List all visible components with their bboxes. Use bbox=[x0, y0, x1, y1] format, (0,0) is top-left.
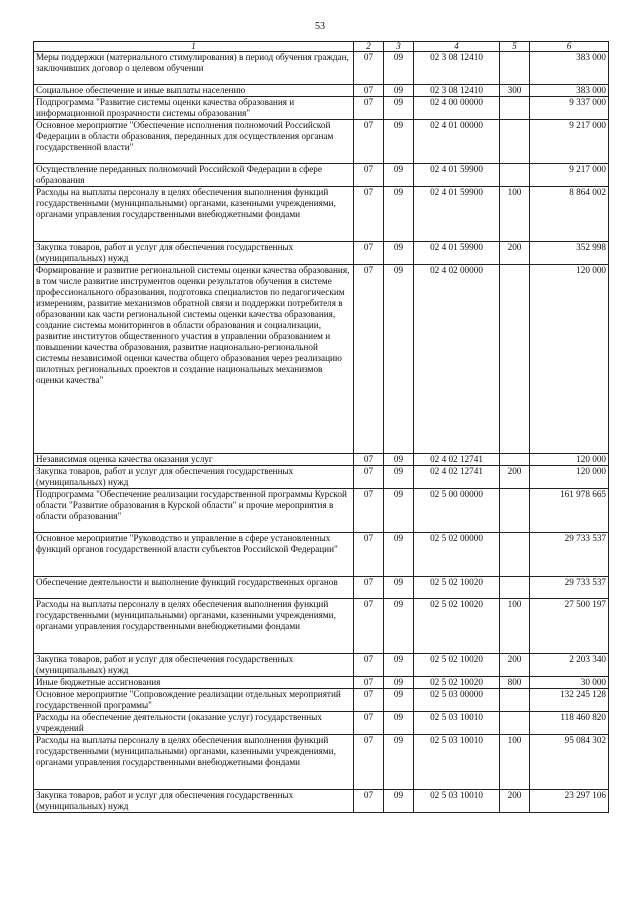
table-row bbox=[34, 242, 609, 265]
row-name: Расходы на выплаты персоналу в целях обеспечения выполнения функций государственными (муниципальными) органами, казенными учреждениями, органами управления государственными внебюджетными фондами bbox=[34, 599, 354, 654]
row-name: Закупка товаров, работ и услуг для обеспечения государственных (муниципальных) нужд bbox=[34, 242, 354, 265]
row-section: 07 bbox=[354, 712, 384, 735]
budget-table bbox=[33, 41, 609, 813]
table-row bbox=[34, 654, 609, 677]
row-target-article: 02 5 02 10020 bbox=[414, 599, 500, 654]
table-row bbox=[34, 120, 609, 164]
row-name: Основное мероприятие "Сопровождение реализации отдельных мероприятий государственной программы" bbox=[34, 689, 354, 712]
row-target-article: 02 4 02 12741 bbox=[414, 454, 500, 466]
row-expense-type bbox=[500, 689, 530, 712]
col-header-4: 4 bbox=[414, 42, 500, 52]
row-section: 07 bbox=[354, 120, 384, 164]
table-row bbox=[34, 466, 609, 489]
row-expense-type bbox=[500, 454, 530, 466]
row-subsection: 09 bbox=[384, 97, 414, 120]
table-row bbox=[34, 790, 609, 813]
row-section: 07 bbox=[354, 790, 384, 813]
row-name: Обеспечение деятельности и выполнение функций государственных органов bbox=[34, 577, 354, 599]
row-amount: 8 864 002 bbox=[530, 187, 609, 242]
table-row bbox=[34, 97, 609, 120]
row-amount: 23 297 106 bbox=[530, 790, 609, 813]
row-section: 07 bbox=[354, 689, 384, 712]
row-subsection: 09 bbox=[384, 790, 414, 813]
row-subsection: 09 bbox=[384, 52, 414, 85]
row-amount: 120 000 bbox=[530, 454, 609, 466]
row-section: 07 bbox=[354, 577, 384, 599]
row-target-article: 02 4 00 00000 bbox=[414, 97, 500, 120]
row-target-article: 02 4 02 12741 bbox=[414, 466, 500, 489]
row-expense-type bbox=[500, 577, 530, 599]
row-target-article: 02 5 03 10010 bbox=[414, 712, 500, 735]
row-subsection: 09 bbox=[384, 599, 414, 654]
row-expense-type bbox=[500, 712, 530, 735]
row-subsection: 09 bbox=[384, 677, 414, 689]
row-expense-type: 200 bbox=[500, 654, 530, 677]
row-subsection: 09 bbox=[384, 466, 414, 489]
row-name: Меры поддержки (материального стимулирования) в период обучения граждан, заключивших договор о целевом обучении bbox=[34, 52, 354, 85]
row-name: Расходы на обеспечение деятельности (оказание услуг) государственных учреждений bbox=[34, 712, 354, 735]
row-section: 07 bbox=[354, 265, 384, 454]
row-target-article: 02 5 00 00000 bbox=[414, 489, 500, 533]
row-target-article: 02 5 02 10020 bbox=[414, 577, 500, 599]
row-section: 07 bbox=[354, 52, 384, 85]
row-expense-type bbox=[500, 120, 530, 164]
row-amount: 383 000 bbox=[530, 52, 609, 85]
row-subsection: 09 bbox=[384, 242, 414, 265]
row-target-article: 02 3 08 12410 bbox=[414, 85, 500, 97]
row-subsection: 09 bbox=[384, 265, 414, 454]
row-target-article: 02 5 02 10020 bbox=[414, 654, 500, 677]
page-number: 53 bbox=[315, 21, 325, 32]
row-expense-type bbox=[500, 97, 530, 120]
row-expense-type: 200 bbox=[500, 790, 530, 813]
row-section: 07 bbox=[354, 489, 384, 533]
row-amount: 9 217 000 bbox=[530, 164, 609, 187]
row-name: Независимая оценка качества оказания услуг bbox=[34, 454, 354, 466]
table-row bbox=[34, 712, 609, 735]
row-subsection: 09 bbox=[384, 577, 414, 599]
row-amount: 118 460 820 bbox=[530, 712, 609, 735]
row-amount: 2 203 340 bbox=[530, 654, 609, 677]
row-section: 07 bbox=[354, 654, 384, 677]
row-expense-type bbox=[500, 489, 530, 533]
row-target-article: 02 4 02 00000 bbox=[414, 265, 500, 454]
row-section: 07 bbox=[354, 164, 384, 187]
row-subsection: 09 bbox=[384, 454, 414, 466]
row-target-article: 02 5 02 10020 bbox=[414, 677, 500, 689]
row-subsection: 09 bbox=[384, 689, 414, 712]
row-name: Основное мероприятие "Руководство и управление в сфере установленных функций органов государственной власти субъектов Российской Федерации" bbox=[34, 533, 354, 577]
row-amount: 120 000 bbox=[530, 265, 609, 454]
row-name: Подпрограмма "Развитие системы оценки качества образования и информационной прозрачности системы образования" bbox=[34, 97, 354, 120]
row-target-article: 02 5 03 10010 bbox=[414, 735, 500, 790]
table-row bbox=[34, 489, 609, 533]
row-subsection: 09 bbox=[384, 533, 414, 577]
row-amount: 352 998 bbox=[530, 242, 609, 265]
row-amount: 383 000 bbox=[530, 85, 609, 97]
row-section: 07 bbox=[354, 735, 384, 790]
row-subsection: 09 bbox=[384, 654, 414, 677]
row-amount: 95 084 302 bbox=[530, 735, 609, 790]
row-target-article: 02 4 01 59900 bbox=[414, 164, 500, 187]
row-section: 07 bbox=[354, 187, 384, 242]
row-amount: 132 245 128 bbox=[530, 689, 609, 712]
row-subsection: 09 bbox=[384, 187, 414, 242]
row-name: Подпрограмма "Обеспечение реализации государственной программы Курской области "Развитие образования в Курской области" и прочие мероприятия в области образования" bbox=[34, 489, 354, 533]
row-expense-type: 200 bbox=[500, 466, 530, 489]
row-expense-type bbox=[500, 533, 530, 577]
row-subsection: 09 bbox=[384, 735, 414, 790]
row-section: 07 bbox=[354, 242, 384, 265]
row-section: 07 bbox=[354, 599, 384, 654]
row-section: 07 bbox=[354, 533, 384, 577]
table-row bbox=[34, 677, 609, 689]
row-expense-type: 200 bbox=[500, 242, 530, 265]
row-name: Социальное обеспечение и иные выплаты населению bbox=[34, 85, 354, 97]
table-row bbox=[34, 577, 609, 599]
row-amount: 27 500 197 bbox=[530, 599, 609, 654]
row-subsection: 09 bbox=[384, 489, 414, 533]
row-amount: 9 217 000 bbox=[530, 120, 609, 164]
row-name: Иные бюджетные ассигнования bbox=[34, 677, 354, 689]
row-section: 07 bbox=[354, 677, 384, 689]
table-row bbox=[34, 164, 609, 187]
row-amount: 29 733 537 bbox=[530, 577, 609, 599]
row-name: Расходы на выплаты персоналу в целях обеспечения выполнения функций государственными (муниципальными) органами, казенными учреждениями, органами управления государственными внебюджетными фондами bbox=[34, 187, 354, 242]
table-row bbox=[34, 187, 609, 242]
row-amount: 9 337 000 bbox=[530, 97, 609, 120]
table-row bbox=[34, 599, 609, 654]
row-amount: 29 733 537 bbox=[530, 533, 609, 577]
row-target-article: 02 4 01 59900 bbox=[414, 242, 500, 265]
row-target-article: 02 5 02 00000 bbox=[414, 533, 500, 577]
row-name: Осуществление переданных полномочий Российской Федерации в сфере образования bbox=[34, 164, 354, 187]
row-expense-type bbox=[500, 164, 530, 187]
row-subsection: 09 bbox=[384, 85, 414, 97]
table-row bbox=[34, 454, 609, 466]
row-name: Основное мероприятие "Обеспечение исполнения полномочий Российской Федерации в области образования, переданных для осуществления органам государственной власти" bbox=[34, 120, 354, 164]
table-row bbox=[34, 52, 609, 85]
row-expense-type: 800 bbox=[500, 677, 530, 689]
row-subsection: 09 bbox=[384, 164, 414, 187]
row-section: 07 bbox=[354, 466, 384, 489]
row-expense-type: 300 bbox=[500, 85, 530, 97]
col-header-2: 2 bbox=[354, 42, 384, 52]
row-expense-type bbox=[500, 265, 530, 454]
row-target-article: 02 3 08 12410 bbox=[414, 52, 500, 85]
table-row bbox=[34, 735, 609, 790]
row-section: 07 bbox=[354, 97, 384, 120]
table-row bbox=[34, 85, 609, 97]
row-section: 07 bbox=[354, 85, 384, 97]
row-target-article: 02 4 01 59900 bbox=[414, 187, 500, 242]
row-name: Закупка товаров, работ и услуг для обеспечения государственных (муниципальных) нужд bbox=[34, 654, 354, 677]
row-expense-type: 100 bbox=[500, 187, 530, 242]
row-name: Закупка товаров, работ и услуг для обеспечения государственных (муниципальных) нужд bbox=[34, 466, 354, 489]
row-subsection: 09 bbox=[384, 120, 414, 164]
column-number-row bbox=[34, 42, 609, 52]
row-section: 07 bbox=[354, 454, 384, 466]
table-row bbox=[34, 533, 609, 577]
row-target-article: 02 4 01 00000 bbox=[414, 120, 500, 164]
row-name: Формирование и развитие региональной системы оценки качества образования, в том числе развитие инструментов оценки результатов обучения в системе профессионального образования, подготовка специалистов по педагогическим измерениям, развитие механизмов обратной связи и поддержки потребителя в образовании как части региональной системы оценки качества образования, создание системы мониторингов в области образования и социализации, развитие институтов общественного участия в управлении образованием и повышении качества образования, развитие национально-региональной системы независимой оценки качества общего образования через реализацию пилотных региональных проектов и создание национальных механизмов оценки качества" bbox=[34, 265, 354, 454]
col-header-1: 1 bbox=[34, 42, 354, 52]
row-name: Расходы на выплаты персоналу в целях обеспечения выполнения функций государственными (муниципальными) органами, казенными учреждениями, органами управления государственными внебюджетными фондами bbox=[34, 735, 354, 790]
table-row bbox=[34, 265, 609, 454]
row-expense-type: 100 bbox=[500, 735, 530, 790]
row-subsection: 09 bbox=[384, 712, 414, 735]
col-header-6: 6 bbox=[530, 42, 609, 52]
col-header-5: 5 bbox=[500, 42, 530, 52]
row-amount: 30 000 bbox=[530, 677, 609, 689]
table-row bbox=[34, 689, 609, 712]
col-header-3: 3 bbox=[384, 42, 414, 52]
row-target-article: 02 5 03 00000 bbox=[414, 689, 500, 712]
row-amount: 161 978 665 bbox=[530, 489, 609, 533]
row-name: Закупка товаров, работ и услуг для обеспечения государственных (муниципальных) нужд bbox=[34, 790, 354, 813]
row-expense-type bbox=[500, 52, 530, 85]
row-amount: 120 000 bbox=[530, 466, 609, 489]
row-expense-type: 100 bbox=[500, 599, 530, 654]
row-target-article: 02 5 03 10010 bbox=[414, 790, 500, 813]
